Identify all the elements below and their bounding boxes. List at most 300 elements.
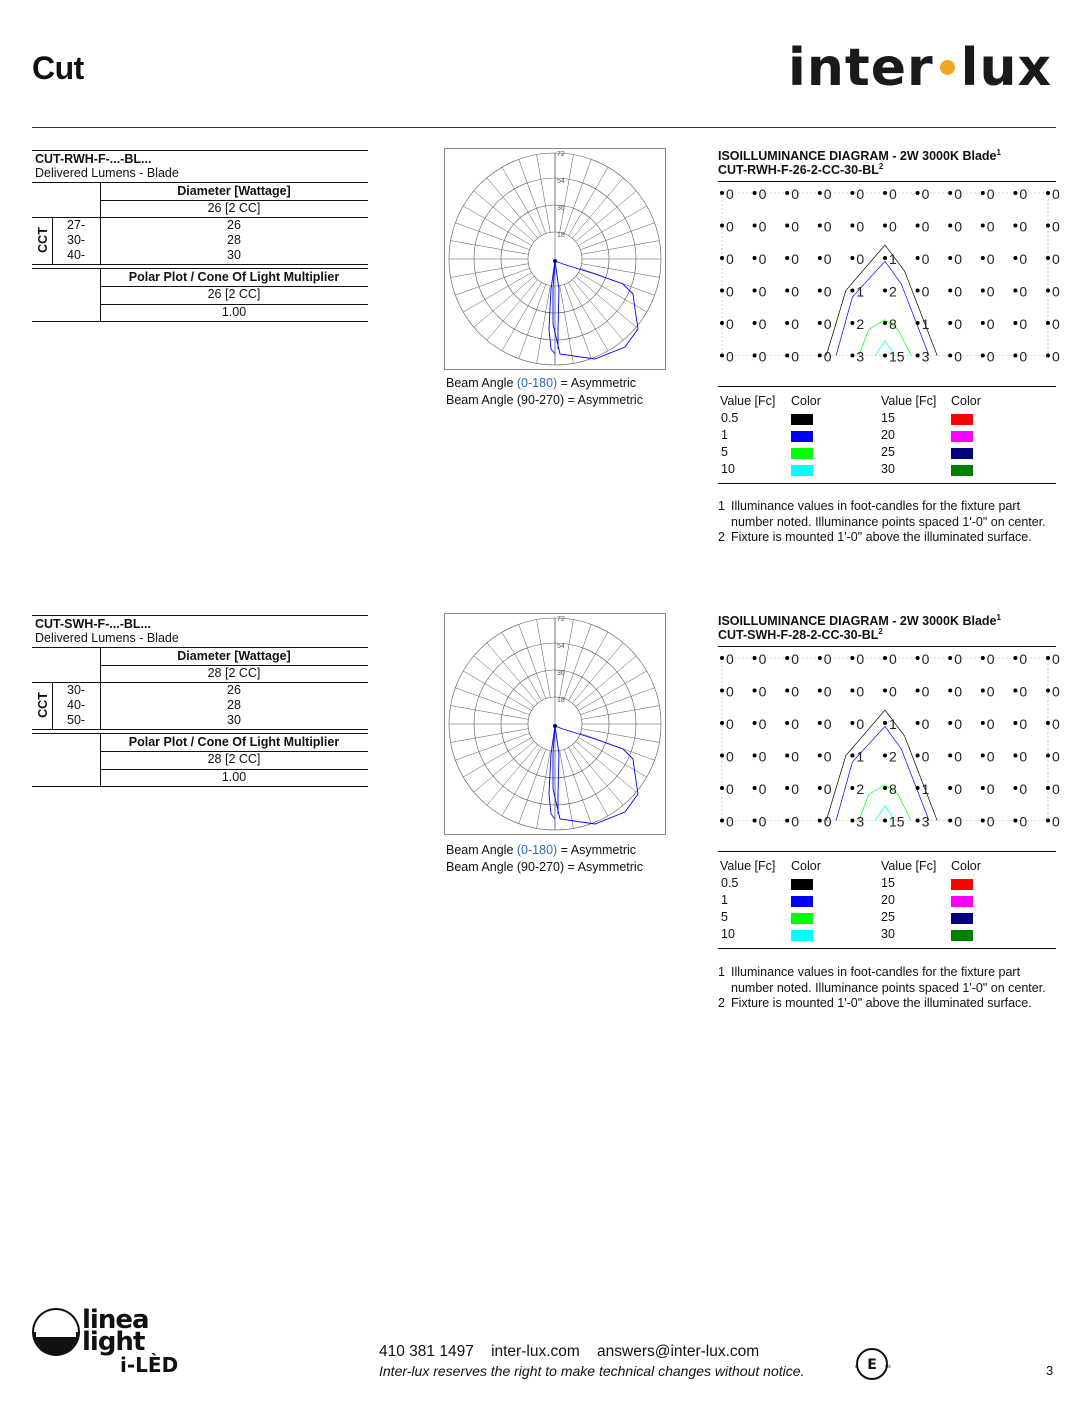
- page-number: 3: [1046, 1363, 1054, 1378]
- iso-value: 2: [856, 316, 865, 332]
- lumens-value: 26: [227, 683, 241, 697]
- iso-value: 0: [1052, 813, 1060, 830]
- polar-ring-label: 72: [557, 151, 565, 158]
- polar-plot-svg: [445, 614, 665, 834]
- lumens-value: 26: [227, 218, 241, 232]
- iso-grid-point: [1013, 256, 1017, 260]
- iso-grid-point: [753, 754, 757, 758]
- iso-grid-point: [785, 191, 789, 195]
- brand-dot-icon: [940, 60, 955, 75]
- product-section-rwh: [0, 150, 1088, 590]
- legend-value: 30: [881, 927, 895, 941]
- legend-header-color: Color: [951, 859, 981, 873]
- legend-header-color: Color: [951, 394, 981, 408]
- iso-grid-point: [785, 689, 789, 693]
- iso-grid-point: [883, 689, 887, 693]
- legend-swatch: [791, 431, 813, 442]
- footnotes: [718, 499, 1058, 546]
- iso-grid-point: [981, 819, 985, 823]
- legend-swatch: [791, 448, 813, 459]
- polar-ring-label: 54: [557, 178, 565, 185]
- polar-ring-label: 18: [557, 232, 565, 239]
- brand-logo-right: lux: [960, 38, 1053, 98]
- svg-text:E: E: [867, 1357, 877, 1373]
- multiplier-value: 1.00: [221, 305, 247, 319]
- iso-grid-point: [1046, 656, 1050, 660]
- iso-value: 0: [1019, 186, 1028, 202]
- part-number: CUT-RWH-F-...-BL...: [35, 152, 152, 166]
- iso-grid-point: [720, 689, 724, 693]
- iso-grid-point: [818, 289, 822, 293]
- iso-value: 0: [954, 683, 962, 700]
- legend-swatch: [951, 448, 973, 459]
- iso-value: 0: [823, 348, 832, 365]
- iso-value: 15: [889, 813, 905, 830]
- iso-grid-point: [720, 321, 724, 325]
- iso-value: 0: [823, 716, 832, 732]
- iso-grid-point: [753, 354, 757, 358]
- spec-subtitle: Delivered Lumens - Blade: [35, 166, 179, 180]
- iso-value: 0: [986, 218, 995, 235]
- iso-grid-point: [818, 256, 822, 260]
- iso-value: 0: [1052, 651, 1060, 667]
- iso-value: 0: [726, 348, 734, 365]
- iso-grid-point: [850, 721, 854, 725]
- legend-value: 20: [881, 893, 895, 907]
- legend-swatch: [791, 465, 813, 476]
- iso-value: 0: [791, 251, 799, 267]
- iso-grid-point: [850, 819, 854, 823]
- polar-header: Polar Plot / Cone Of Light Multiplier: [128, 735, 340, 749]
- lumens-value: 28: [227, 698, 241, 712]
- iso-value: 0: [954, 251, 962, 267]
- legend-swatch: [791, 896, 813, 907]
- iso-value: 0: [921, 683, 930, 700]
- iso-grid-point: [916, 256, 920, 260]
- iso-value: 0: [1019, 683, 1028, 700]
- footnote: 1 Illuminance values in foot-candles for the fixture part number noted. Illuminance points spaced 1'-0" on center.: [718, 965, 1046, 995]
- iso-grid-point: [1046, 354, 1050, 358]
- iso-value: 0: [1019, 813, 1028, 830]
- iso-grid-point: [948, 224, 952, 228]
- iso-value: 0: [726, 716, 734, 732]
- iso-value: 0: [986, 651, 995, 667]
- iso-value: 0: [856, 186, 865, 202]
- iso-value: 0: [921, 251, 930, 267]
- multiplier-value: 1.00: [221, 770, 247, 784]
- iso-value: 0: [1052, 218, 1060, 235]
- cct-value: 50-: [67, 713, 86, 727]
- iso-grid-point: [785, 321, 789, 325]
- iso-value: 0: [726, 748, 734, 765]
- legend-value: 15: [881, 876, 895, 890]
- iso-grid-point: [981, 656, 985, 660]
- email-link[interactable]: answers@inter-lux.com: [597, 1343, 760, 1360]
- iso-grid-point: [753, 786, 757, 790]
- iso-value: 1: [889, 716, 897, 732]
- iso-value: 0: [791, 651, 799, 667]
- footnotes: [718, 965, 1058, 1012]
- iso-grid-point: [1013, 819, 1017, 823]
- polar-plot: [444, 148, 666, 370]
- linea-light-logo-icon: [32, 1302, 192, 1376]
- iso-grid-point: [948, 754, 952, 758]
- iso-value: 0: [1052, 186, 1060, 202]
- iso-value: 0: [823, 748, 832, 765]
- iso-value: 0: [986, 283, 995, 300]
- iso-value: 0: [986, 781, 995, 797]
- iso-value: 0: [954, 218, 962, 235]
- iso-grid-point: [720, 786, 724, 790]
- iso-grid-point: [753, 656, 757, 660]
- legend-value: 10: [721, 462, 735, 476]
- iso-value: 0: [758, 283, 767, 300]
- iso-grid-point: [981, 786, 985, 790]
- polar-ring-label: 18: [557, 697, 565, 704]
- iso-grid-point: [1046, 191, 1050, 195]
- iso-grid-point: [916, 289, 920, 293]
- iso-value: 0: [856, 218, 865, 235]
- iso-grid-point: [720, 224, 724, 228]
- cct-value: 40-: [67, 698, 86, 712]
- brand-logo-left: inter: [788, 38, 934, 98]
- iso-grid-point: [948, 289, 952, 293]
- iso-value: 0: [921, 186, 930, 202]
- iso-value: 3: [921, 813, 930, 830]
- cct-value: 27-: [67, 218, 86, 232]
- legend-header-value: Value [Fc]: [720, 394, 776, 408]
- iso-grid-point: [981, 224, 985, 228]
- iso-value: 0: [954, 813, 962, 830]
- legend-value: 25: [881, 445, 895, 459]
- iso-value: 0: [954, 186, 962, 202]
- iso-grid-point: [948, 786, 952, 790]
- iso-grid-point: [1013, 321, 1017, 325]
- iso-grid-point: [883, 224, 887, 228]
- iso-value: 0: [726, 283, 734, 300]
- iso-grid-point: [916, 721, 920, 725]
- legend-swatch: [951, 414, 973, 425]
- header-rule: [32, 127, 1056, 128]
- iso-value: 3: [856, 348, 865, 365]
- iso-grid-point: [720, 819, 724, 823]
- beam-angle-90-270: Beam Angle (90-270) = Asymmetric: [446, 393, 643, 407]
- iso-grid-point: [883, 721, 887, 725]
- iso-value: 0: [823, 218, 832, 235]
- iso-grid-point: [753, 191, 757, 195]
- iso-grid-point: [753, 321, 757, 325]
- iso-grid-point: [785, 721, 789, 725]
- iso-grid-point: [785, 224, 789, 228]
- iso-grid-point: [948, 819, 952, 823]
- iso-grid-point: [850, 354, 854, 358]
- iso-value: 0: [986, 186, 995, 202]
- iso-value: 0: [726, 781, 734, 797]
- beam-angle-0-180: Beam Angle (0-180) = Asymmetric: [446, 376, 637, 390]
- iso-value: 0: [791, 316, 799, 332]
- iso-grid: [718, 185, 1060, 375]
- iso-grid-point: [818, 786, 822, 790]
- iso-value: 0: [791, 186, 799, 202]
- iso-grid-point: [850, 786, 854, 790]
- iso-value: 0: [758, 218, 767, 235]
- iso-grid-point: [720, 656, 724, 660]
- iso-grid-point: [850, 256, 854, 260]
- iso-value: 0: [856, 651, 865, 667]
- iso-grid-point: [818, 354, 822, 358]
- iso-value: 1: [921, 781, 930, 797]
- iso-grid-point: [1013, 191, 1017, 195]
- iso-grid-point: [1013, 289, 1017, 293]
- iso-value: 0: [954, 283, 962, 300]
- diameter-header: Diameter [Wattage]: [177, 649, 291, 663]
- iso-grid-point: [1013, 754, 1017, 758]
- legend-swatch: [951, 879, 973, 890]
- iso-grid-point: [720, 754, 724, 758]
- part-number: CUT-SWH-F-...-BL...: [35, 617, 151, 631]
- iso-part-number: CUT-$RWH-F-26-2-CC-30-BL^2$: [718, 162, 884, 178]
- iso-value: 0: [986, 316, 995, 332]
- iso-value: 0: [1052, 748, 1060, 765]
- legend-swatch: [951, 930, 973, 941]
- footnote: 1 Illuminance values in foot-candles for the fixture part number noted. Illuminance points spaced 1'-0" on center.: [718, 499, 1046, 529]
- cct-label: CCT: [36, 692, 50, 718]
- brand-logo: [788, 38, 1052, 98]
- iso-grid-point: [850, 754, 854, 758]
- iso-value: 0: [758, 251, 767, 267]
- legend-swatch: [791, 913, 813, 924]
- iso-grid-point: [785, 819, 789, 823]
- iso-value: 0: [856, 683, 865, 700]
- iso-grid-point: [1046, 689, 1050, 693]
- iso-value: 0: [1052, 283, 1060, 300]
- iso-value: 0: [921, 748, 930, 765]
- linea-light-logo: [32, 1302, 192, 1376]
- iso-grid-point: [1013, 721, 1017, 725]
- iso-grid-point: [785, 786, 789, 790]
- iso-value: 0: [954, 348, 962, 365]
- iso-value: 0: [1019, 716, 1028, 732]
- iso-value: 1: [889, 251, 897, 267]
- iso-value: 0: [889, 651, 897, 667]
- iso-value: 0: [758, 348, 767, 365]
- page-title: Cut: [32, 50, 84, 86]
- iso-grid-point: [720, 721, 724, 725]
- iso-title: ISOILLUMINANCE DIAGRAM - 2W 3000K Blade$^1$: [718, 148, 1001, 164]
- legend-value: 5: [721, 445, 728, 459]
- cct-value: 30-: [67, 683, 86, 697]
- iso-grid-point: [753, 224, 757, 228]
- iso-grid-point: [1046, 754, 1050, 758]
- iso-value: 0: [954, 316, 962, 332]
- iso-grid-point: [720, 256, 724, 260]
- diameter-header: Diameter [Wattage]: [177, 184, 291, 198]
- iso-value: 0: [791, 218, 799, 235]
- phone: 410 381 1497: [379, 1343, 474, 1360]
- iso-grid-point: [883, 656, 887, 660]
- iso-value: 0: [1019, 748, 1028, 765]
- polar-ring-label: 36: [557, 670, 565, 677]
- iso-grid-point: [785, 354, 789, 358]
- iso-value: 0: [823, 813, 832, 830]
- iso-grid-point: [883, 819, 887, 823]
- iso-grid-point: [883, 256, 887, 260]
- iso-value: 8: [889, 781, 897, 797]
- cct-value: 30-: [67, 233, 86, 247]
- iso-value: 0: [758, 813, 767, 830]
- iso-value: 0: [758, 781, 767, 797]
- iso-grid-point: [916, 819, 920, 823]
- iso-value: 0: [1052, 683, 1060, 700]
- iso-value: 0: [1052, 251, 1060, 267]
- iso-grid-point: [883, 289, 887, 293]
- iso-value: 0: [791, 813, 799, 830]
- legend-value: 0.5: [721, 411, 739, 425]
- iso-value: 0: [823, 251, 832, 267]
- iso-grid-point: [916, 224, 920, 228]
- iso-grid-point: [785, 754, 789, 758]
- lumens-value: 30: [227, 248, 241, 262]
- legend-value: 20: [881, 428, 895, 442]
- iso-value: 8: [889, 316, 897, 332]
- legend-value: 15: [881, 411, 895, 425]
- iso-value: 2: [889, 748, 897, 765]
- iso-value: 0: [986, 748, 995, 765]
- iso-value: 0: [823, 316, 832, 332]
- iso-grid-point: [818, 689, 822, 693]
- iso-value: 0: [1052, 781, 1060, 797]
- iso-grid-point: [850, 321, 854, 325]
- iso-value: 0: [889, 186, 897, 202]
- iso-grid-point: [883, 754, 887, 758]
- iso-value: 1: [921, 316, 930, 332]
- legend-swatch: [951, 913, 973, 924]
- iso-grid-point: [981, 754, 985, 758]
- iso-grid-point: [850, 689, 854, 693]
- iso-grid-point: [981, 721, 985, 725]
- iso-value: 0: [791, 348, 799, 365]
- iso-value: 0: [791, 748, 799, 765]
- iso-grid-point: [981, 354, 985, 358]
- iso-grid-point: [850, 224, 854, 228]
- cert-us: us: [885, 1364, 891, 1370]
- iso-value: 0: [954, 651, 962, 667]
- iso-value: 0: [1019, 651, 1028, 667]
- logo-text-light: light: [82, 1327, 145, 1357]
- iso-value: 0: [1019, 283, 1028, 300]
- iso-grid-point: [720, 191, 724, 195]
- iso-value: 0: [986, 716, 995, 732]
- iso-grid-point: [785, 289, 789, 293]
- iso-grid-point: [948, 721, 952, 725]
- legend-header-color: Color: [791, 859, 821, 873]
- iso-value: 0: [823, 651, 832, 667]
- iso-grid-point: [916, 191, 920, 195]
- iso-value: 0: [823, 781, 832, 797]
- iso-grid-point: [916, 321, 920, 325]
- iso-value: 0: [921, 283, 930, 300]
- cct-value: 40-: [67, 248, 86, 262]
- iso-value: 0: [823, 186, 832, 202]
- iso-grid-point: [916, 354, 920, 358]
- logo-text-iled: i-LÈD: [120, 1353, 179, 1377]
- iso-value: 0: [758, 748, 767, 765]
- iso-grid-point: [1046, 321, 1050, 325]
- iso-value: 1: [856, 748, 865, 765]
- iso-value: 0: [726, 651, 734, 667]
- iso-grid-point: [1013, 689, 1017, 693]
- spec-subtitle: Delivered Lumens - Blade: [35, 631, 179, 645]
- iso-grid-point: [850, 656, 854, 660]
- iso-grid-point: [981, 689, 985, 693]
- polar-ring-label: 36: [557, 205, 565, 212]
- iso-value: 0: [921, 716, 930, 732]
- iso-grid-point: [916, 786, 920, 790]
- iso-grid-point: [948, 321, 952, 325]
- iso-grid-point: [818, 819, 822, 823]
- iso-value: 0: [986, 683, 995, 700]
- iso-value: 0: [726, 813, 734, 830]
- iso-value: 0: [889, 218, 897, 235]
- iso-value: 0: [791, 683, 799, 700]
- iso-grid-point: [1046, 224, 1050, 228]
- iso-value: 0: [856, 251, 865, 267]
- disclaimer: Inter-lux reserves the right to make technical changes without notice.: [379, 1363, 805, 1379]
- iso-grid-point: [948, 354, 952, 358]
- legend-header-color: Color: [791, 394, 821, 408]
- iso-grid-point: [1013, 224, 1017, 228]
- iso-grid-point: [818, 656, 822, 660]
- legend-value: 10: [721, 927, 735, 941]
- iso-value: 0: [726, 316, 734, 332]
- iso-title: ISOILLUMINANCE DIAGRAM - 2W 3000K Blade$^1$: [718, 613, 1001, 629]
- iso-grid-point: [883, 321, 887, 325]
- iso-grid-point: [753, 819, 757, 823]
- iso-grid-point: [981, 191, 985, 195]
- diameter-value: 28 [2 CC]: [207, 666, 261, 680]
- iso-value: 0: [758, 683, 767, 700]
- iso-value: 1: [856, 283, 865, 300]
- iso-grid-point: [850, 289, 854, 293]
- iso-value: 0: [921, 218, 930, 235]
- iso-value: 0: [986, 813, 995, 830]
- iso-grid-point: [753, 256, 757, 260]
- legend-value: 0.5: [721, 876, 739, 890]
- iso-value: 15: [889, 348, 905, 365]
- cct-label: CCT: [36, 227, 50, 253]
- polar-diameter: 26 [2 CC]: [207, 287, 261, 301]
- iso-grid-point: [883, 354, 887, 358]
- iso-value: 0: [1052, 348, 1060, 365]
- legend-swatch: [951, 465, 973, 476]
- product-section-swh: [0, 615, 1088, 1055]
- iso-grid-point: [818, 321, 822, 325]
- iso-grid-point: [818, 721, 822, 725]
- contact-line: [379, 1343, 759, 1361]
- website-link[interactable]: inter-lux.com: [491, 1343, 580, 1360]
- iso-value: 0: [986, 348, 995, 365]
- iso-value: 0: [823, 683, 832, 700]
- legend-value: 5: [721, 910, 728, 924]
- iso-grid-point: [981, 321, 985, 325]
- legend-swatch: [791, 879, 813, 890]
- polar-plot-svg: [445, 149, 665, 369]
- legend-value: 30: [881, 462, 895, 476]
- iso-value: 0: [986, 251, 995, 267]
- iso-grid-point: [818, 224, 822, 228]
- iso-value: 0: [1019, 348, 1028, 365]
- iso-grid-point: [948, 689, 952, 693]
